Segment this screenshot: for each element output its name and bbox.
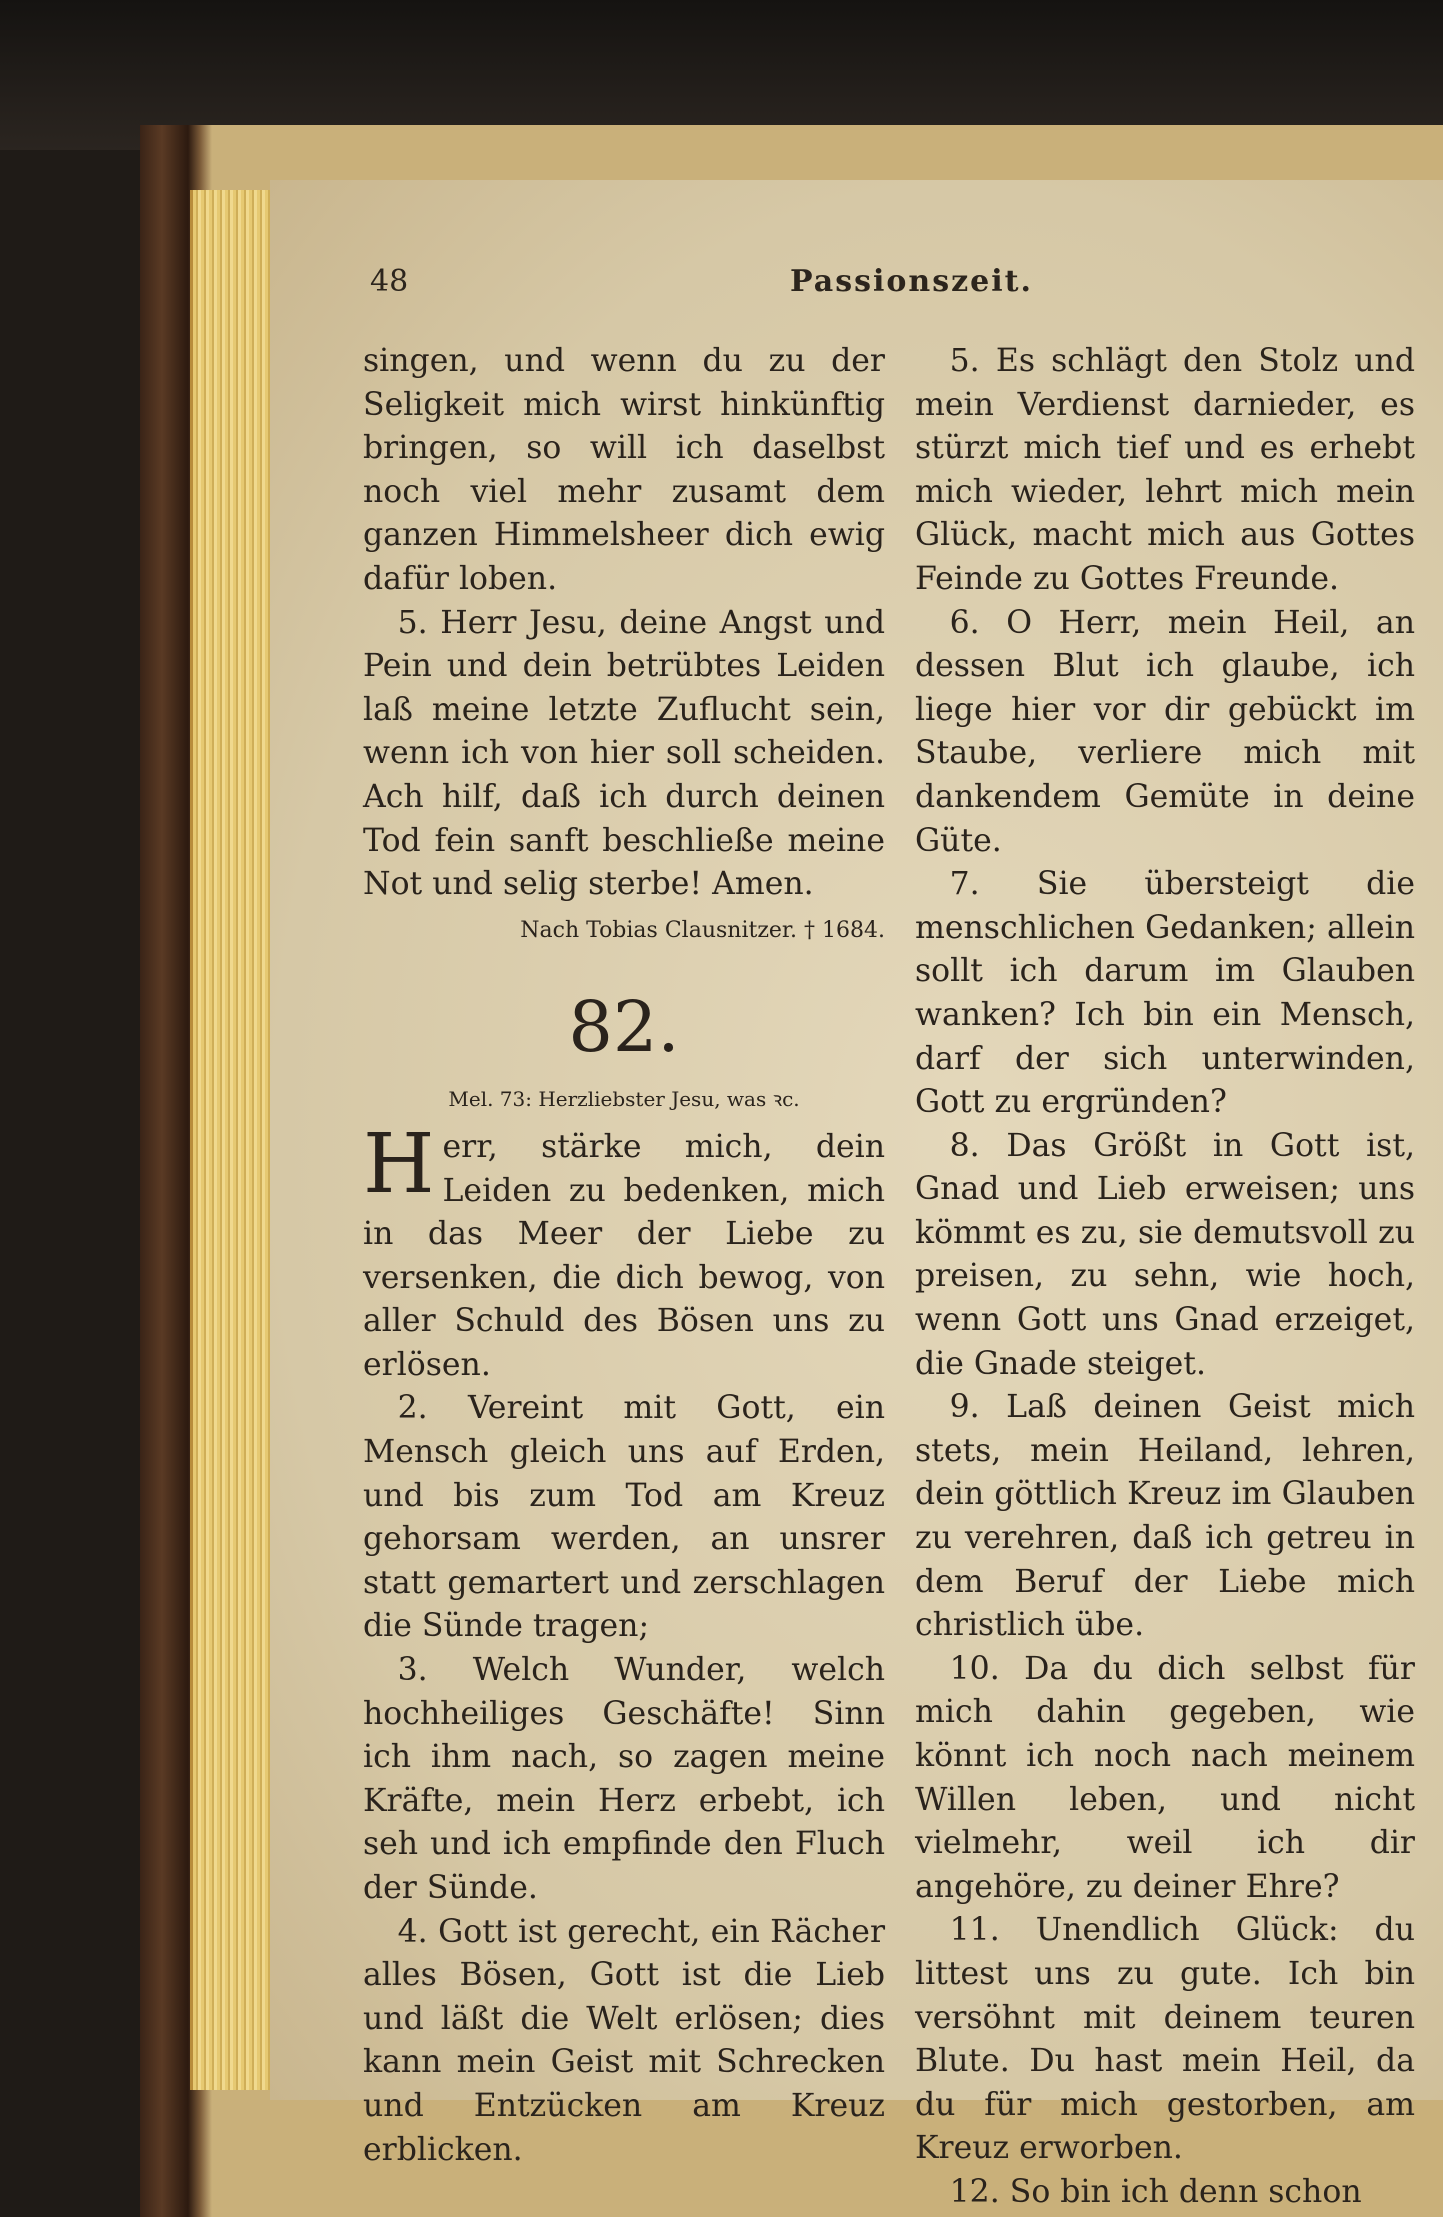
hymn-source: Nach Tobias Clausnitzer. † 1684. (520, 917, 885, 943)
hymn-melody: Mel. 73: Herzliebster Jesu, was ꝛc. (448, 1087, 800, 1112)
page-header (370, 264, 1420, 312)
verse-9: 9. Laß deinen Geist mich stets, mein Heiland, lehren, dein göttlich Kreuz im Glauben zu verehren, daß ich getreu in dem Beruf der Liebe mich christlich übe. (915, 1389, 1415, 1644)
verse-5-right: 5. Es schlägt den Stolz und mein Verdienst darnieder, es stürzt mich tief und es erhebt mich wieder, lehrt mich mein Glück, macht mich aus Gottes Feinde zu Gottes Freunde. (915, 343, 1415, 597)
running-head: Passionszeit. (790, 264, 1033, 299)
left-column (363, 340, 885, 2172)
hymn-number: 82. (568, 986, 680, 1069)
verse-1 (363, 1116, 885, 1388)
verse-3: 3. Welch Wunder, welch hochheiliges Geschäfte! Sinn ich ihm nach, so zagen meine Kräfte, mein Herz erbebt, ich seh und ich empfinde den Fluch der Sünde. (363, 1652, 885, 1906)
verse-4: 4. Gott ist gerecht, ein Rächer alles Bösen, Gott ist die Lieb und läßt die Welt erlösen; dies kann mein Geist mit Schrecken und Entzücken am Kreuz erblicken. (363, 1913, 885, 2168)
page-number: 48 (370, 264, 409, 299)
verse-1-text: err, stärke mich, dein Leiden zu bedenken, mich in das Meer der Liebe zu versenken, die dich bewog, von aller Schuld des Bösen uns zu erlösen. (363, 1128, 885, 1383)
right-column (915, 340, 1415, 2215)
verse-continuation: singen, und wenn du zu der Seligkeit mich wirst hinkünftig bringen, so will ich daselbst noch viel mehr zusamt dem ganzen Himmelsheer dich ewig dafür loben. (363, 343, 885, 597)
verse-2: 2. Vereint mit Gott, ein Mensch gleich uns auf Erden, und bis zum Tod am Kreuz gehorsam werden, an unsrer statt gemartert und zerschlagen die Sünde tragen; (363, 1390, 885, 1645)
verse-11: 11. Unendlich Glück: du littest uns zu gute. Ich bin versöhnt mit deinem teuren Blute. Du hast mein Heil, da du für mich gestorben, am Kreuz erworben. (915, 1912, 1415, 2167)
drop-cap: H (363, 1116, 435, 1212)
verse-10: 10. Da du dich selbst für mich dahin gegeben, wie könnt ich noch nach meinem Willen leben, und nicht vielmehr, weil ich dir angehöre, zu deiner Ehre? (915, 1650, 1415, 1905)
verse-6: 6. O Herr, mein Heil, an dessen Blut ich glaube, ich liege hier vor dir gebückt im Staube, verliere mich mit dankendem Gemüte in deine Güte. (915, 604, 1415, 859)
verse-8: 8. Das Größt in Gott ist, Gnad und Lieb erweisen; uns kömmt es zu, sie demutsvoll zu preisen, zu sehn, wie hoch, wenn Gott uns Gnad erzeiget, die Gnade steiget. (915, 1127, 1415, 1382)
verse-5-left: 5. Herr Jesu, deine Angst und Pein und dein betrübtes Leiden laß meine letzte Zuflucht sein, wenn ich von hier soll scheiden. Ach hilf, daß ich durch deinen Tod fein sanft beschließe meine Not und selig sterbe! Amen. (363, 604, 885, 903)
verse-12: 12. So bin ich denn schon (949, 2173, 1362, 2210)
verse-7: 7. Sie übersteigt die menschlichen Gedanken; allein sollt ich darum im Glauben wanken? Ich bin ein Mensch, darf der sich unterwinden, Gott zu ergründen? (915, 866, 1415, 1121)
